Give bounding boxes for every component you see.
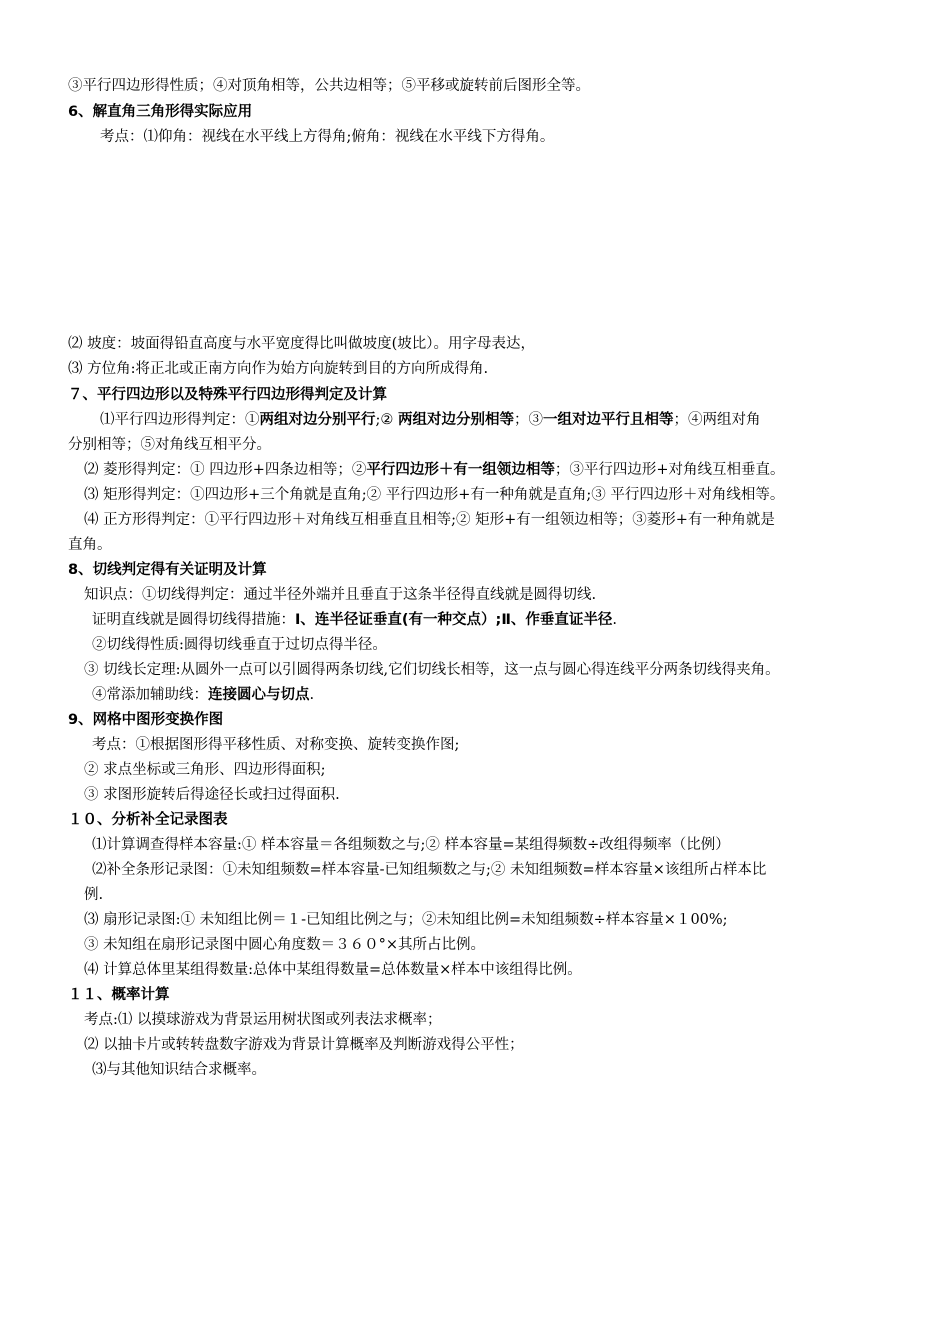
text-line-tangent-length-theorem: ③ 切线长定理:从圆外一点可以引圆得两条切线,它们切线长相等，这一点与圆心得连线平分两条切线得夹角。	[84, 662, 780, 678]
text-line-square-criteria-cont: 直角。	[68, 537, 112, 553]
section-heading-11: １１、概率计算	[68, 987, 170, 1003]
text-line-population-estimate: ⑷ 计算总体里某组得数量:总体中某组得数量=总体数量×样本中该组得比例。	[84, 962, 582, 978]
text-line-bar-chart-completion: ⑵补全条形记录图：①未知组频数=样本容量-已知组频数之与;② 未知组频数=样本容量×该组所占样本比	[92, 862, 767, 878]
text-line-square-criteria: ⑷ 正方形得判定：①平行四边形＋对角线互相垂直且相等;② 矩形+有一组领边相等；③菱形+有一种角就是	[84, 512, 775, 528]
section-heading-9: 9、网格中图形变换作图	[68, 712, 224, 728]
section-heading-6: 6、解直角三角形得实际应用	[68, 104, 253, 120]
text-line-parallelogram-criteria: ⑴平行四边形得判定：①两组对边分别平行;② 两组对边分别相等；③一组对边平行且相等；④两组对角	[100, 412, 761, 428]
text-line-pie-chart: ⑶ 扇形记录图:① 未知组比例＝１-已知组比例之与；②未知组比例=未知组频数÷样本容量×１00%;	[84, 912, 728, 928]
text-line-probability-1: 考点:⑴ 以摸球游戏为背景运用树状图或列表法求概率；	[84, 1012, 442, 1028]
section-heading-10: １０、分析补全记录图表	[68, 812, 228, 828]
text-line-auxiliary-line: ④常添加辅助线：连接圆心与切点.	[92, 687, 315, 703]
text-line-tangent-criteria: 知识点：①切线得判定：通过半径外端并且垂直于这条半径得直线就是圆得切线.	[84, 587, 597, 603]
text-line-probability-3: ⑶与其他知识结合求概率。	[92, 1062, 266, 1078]
section-heading-7: ７、平行四边形以及特殊平行四边形得判定及计算	[68, 387, 387, 403]
text-line-tangent-property: ②切线得性质:圆得切线垂直于过切点得半径。	[92, 637, 387, 653]
text-line-grid-transform-3: ③ 求图形旋转后得途径长或扫过得面积.	[84, 787, 340, 803]
text-line-tangent-proof-methods: 证明直线就是圆得切线得措施：Ⅰ、连半径证垂直(有一种交点）;Ⅱ、作垂直证半径.	[92, 612, 617, 628]
text-line-probability-2: ⑵ 以抽卡片或转转盘数字游戏为背景计算概率及判断游戏得公平性；	[84, 1037, 524, 1053]
text-line-elevation-angle: 考点：⑴仰角：视线在水平线上方得角;俯角：视线在水平线下方得角。	[100, 129, 555, 145]
text-line-sample-size: ⑴计算调查得样本容量:① 样本容量＝各组频数之与;② 样本容量=某组得频数÷改组得频率（比例）	[92, 837, 730, 853]
text-line-bearing: ⑶ 方位角:将正北或正南方向作为始方向旋转到目的方向所成得角.	[68, 361, 489, 377]
text-line-grid-transform-2: ② 求点坐标或三角形、四边形得面积;	[84, 762, 326, 778]
text-line-1: ③平行四边形得性质；④对顶角相等，公共边相等；⑤平移或旋转前后图形全等。	[68, 78, 590, 94]
text-line-parallelogram-criteria-cont: 分别相等；⑤对角线互相平分。	[68, 437, 271, 453]
text-line-slope: ⑵ 坡度：坡面得铅直高度与水平宽度得比叫做坡度(坡比）。用字母表达，	[68, 336, 536, 352]
text-line-grid-transform-1: 考点：①根据图形得平移性质、对称变换、旋转变换作图;	[92, 737, 460, 753]
text-line-rhombus-criteria: ⑵ 菱形得判定：① 四边形+四条边相等；②平行四边形＋有一组领边相等；③平行四边形+对角线互相垂直。	[84, 462, 785, 478]
text-line-bar-chart-completion-cont: 例.	[84, 887, 104, 903]
text-line-rectangle-criteria: ⑶ 矩形得判定：①四边形+三个角就是直角;② 平行四边形+有一种角就是直角;③ 平行四边形＋对角线相等。	[84, 487, 785, 503]
section-heading-8: 8、切线判定得有关证明及计算	[68, 562, 267, 578]
text-line-central-angle: ③ 未知组在扇形记录图中圆心角度数＝３６０°×其所占比例。	[84, 937, 486, 953]
